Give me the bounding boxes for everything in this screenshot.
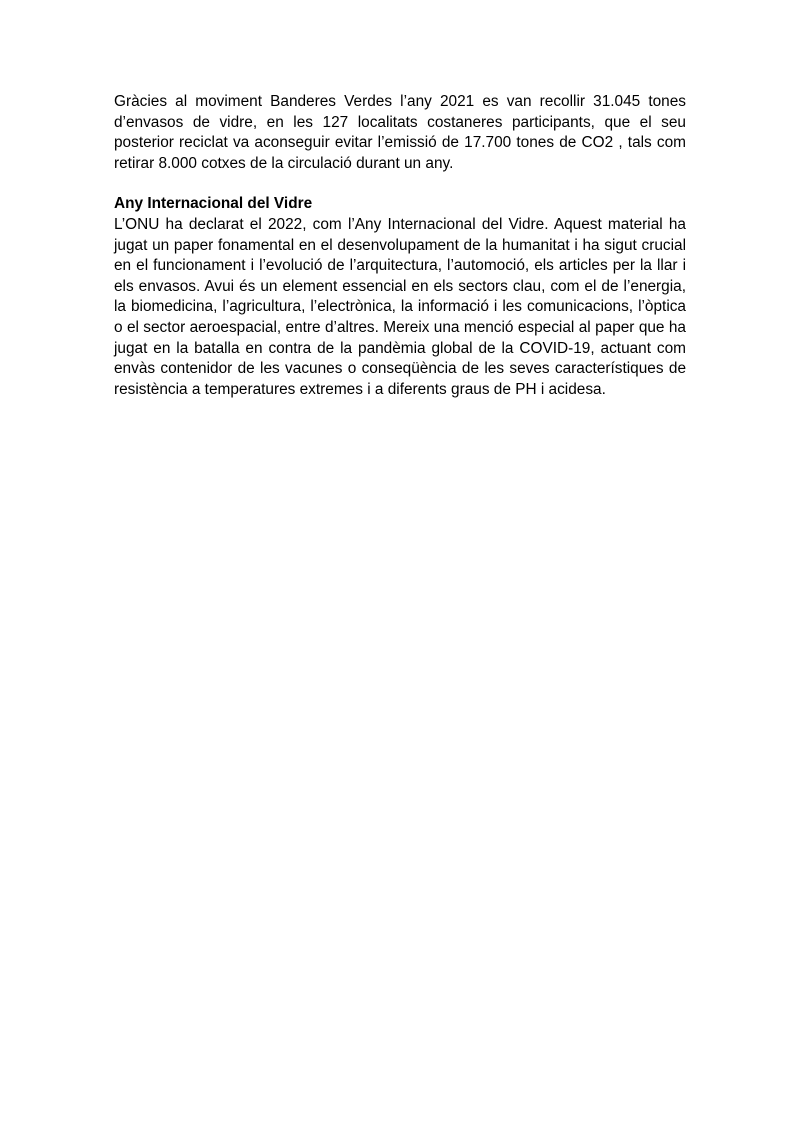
paragraph-spacer xyxy=(114,174,686,194)
section-paragraph: L’ONU ha declarat el 2022, com l’Any Internacional del Vidre. Aquest material ha jugat un paper fonamental en el desenvolupament de la humanitat i ha sigut crucial en el funcionament i l’evolució de l’arquitectura, l’automoció, els articles per la llar i els envasos. Avui és un element essencial en els sectors clau, com el de l’energia, la biomedicina, l’agricultura, l’electrònica, la informació i les comunicacions, l’òptica o el sector aeroespacial, entre d’altres. Mereix una menció especial al paper que ha jugat en la batalla en contra de la pandèmia global de la COVID-19, actuant com envàs contenidor de les vacunes o conseqüència de les seves característiques de resistència a temperatures extremes i a diferents graus de PH i acidesa. xyxy=(114,215,686,398)
document-body xyxy=(114,92,686,400)
section-heading: Any Internacional del Vidre xyxy=(114,195,313,213)
intro-paragraph: Gràcies al moviment Banderes Verdes l’any 2021 es van recollir 31.045 tones d’envasos de vidre, en les 127 localitats costaneres participants, que el seu posterior reciclat va aconseguir evitar l’emissió de 17.700 tones de CO2 , tals com retirar 8.000 cotxes de la circulació durant un any. xyxy=(114,93,686,172)
